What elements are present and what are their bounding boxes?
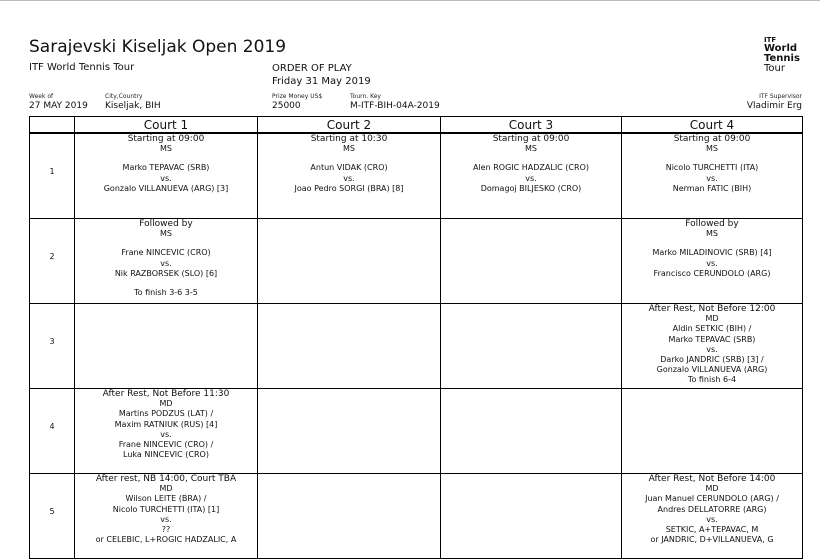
match-line: Antun VIDAK (CRO) <box>310 163 388 173</box>
line-spacer <box>622 239 802 248</box>
match-cell <box>441 133 622 219</box>
match-line: Marko TEPAVAC (SRB) <box>122 163 210 173</box>
line-spacer <box>75 279 257 288</box>
top-rule <box>0 0 820 1</box>
court-header-row <box>30 117 803 134</box>
line-spacer <box>441 154 621 163</box>
logo-tennis: Tennis <box>764 53 800 64</box>
match-line: MD <box>159 484 173 494</box>
match-line: Luka NINCEVIC (CRO) <box>123 450 209 460</box>
match-cell <box>75 304 258 389</box>
schedule-body <box>30 133 803 559</box>
match-line: vs. <box>160 173 172 183</box>
schedule-row <box>30 389 803 474</box>
match-cell <box>75 474 258 559</box>
match-cell <box>622 133 803 219</box>
match-line: Aldin SETKIC (BIH) / <box>672 324 752 334</box>
match-order-number <box>30 219 75 304</box>
match-line: vs. <box>706 173 718 183</box>
match-line: vs. <box>343 173 355 183</box>
prize-label: Prize Money US$ <box>272 93 323 100</box>
match-cell <box>258 219 441 304</box>
match-line: MS <box>706 229 718 239</box>
match-schedule-note: Followed by <box>139 219 193 229</box>
match-cell <box>258 304 441 389</box>
match-line: Martins PODZUS (LAT) / <box>118 409 214 419</box>
match-cell <box>441 389 622 474</box>
order-of-play-date: Friday 31 May 2019 <box>272 76 371 87</box>
supervisor-label: ITF Supervisor <box>759 93 802 100</box>
match-line: To finish 6-4 <box>687 375 737 385</box>
match-order-label: 1 <box>49 166 55 176</box>
line-spacer <box>75 154 257 163</box>
line-spacer <box>622 154 802 163</box>
schedule-row <box>30 474 803 559</box>
week-label: Week of <box>29 93 54 100</box>
court-header: Court 1 <box>75 117 258 134</box>
match-line: vs. <box>706 514 718 524</box>
itf-world-tennis-tour-logo <box>764 36 808 74</box>
match-schedule-note: Starting at 09:00 <box>492 134 570 144</box>
match-line: SETKIC, A+TEPAVAC, M <box>665 525 759 535</box>
match-line: or JANDRIC, D+VILLANUEVA, G <box>650 535 774 545</box>
order-of-play-block <box>272 62 371 88</box>
schedule-row <box>30 304 803 389</box>
match-line: vs. <box>160 514 172 524</box>
match-line: MD <box>705 314 719 324</box>
match-schedule-note: After Rest, Not Before 11:30 <box>102 389 230 399</box>
match-line: vs. <box>160 429 172 439</box>
match-cell <box>441 219 622 304</box>
match-line: MD <box>705 484 719 494</box>
match-line: Marko MILADINOVIC (SRB) [4] <box>652 248 772 258</box>
match-cell <box>75 133 258 219</box>
city-label: City,Country <box>105 93 143 100</box>
match-order-number <box>30 133 75 219</box>
match-line: Frane NINCEVIC (CRO) / <box>118 440 214 450</box>
match-order-number <box>30 474 75 559</box>
match-line: MS <box>160 229 172 239</box>
match-cell <box>441 474 622 559</box>
match-line: MS <box>706 144 718 154</box>
match-line: Nicolo TURCHETTI (ITA) [1] <box>112 504 220 514</box>
match-cell <box>441 304 622 389</box>
match-cell <box>622 304 803 389</box>
match-line: Nik RAZBORSEK (SLO) [6] <box>114 268 218 278</box>
match-schedule-note: After Rest, Not Before 12:00 <box>648 304 776 314</box>
court-header: Court 4 <box>622 117 803 134</box>
match-cell <box>622 474 803 559</box>
match-line: Darko JANDRIC (SRB) [3] / <box>660 355 764 365</box>
match-line: Alen ROGIC HADZALIC (CRO) <box>472 163 589 173</box>
match-line: Frane NINCEVIC (CRO) <box>121 248 211 258</box>
match-line: Andres DELLATORRE (ARG) <box>657 504 767 514</box>
line-spacer <box>258 154 440 163</box>
week-value: 27 MAY 2019 <box>29 101 88 111</box>
match-line: Nicolo TURCHETTI (ITA) <box>665 163 759 173</box>
supervisor-value: Vladimir Erg <box>746 101 802 111</box>
match-line: Marko TEPAVAC (SRB) <box>668 334 756 344</box>
match-cell <box>75 389 258 474</box>
tournament-title: Sarajevski Kiseljak Open 2019 <box>29 37 287 57</box>
line-spacer <box>75 239 257 248</box>
match-schedule-note: Followed by <box>685 219 739 229</box>
logo-tour: Tour <box>764 63 785 74</box>
match-line: vs. <box>706 258 718 268</box>
match-line: MS <box>160 144 172 154</box>
match-cell <box>75 219 258 304</box>
match-schedule-note: Starting at 09:00 <box>673 134 751 144</box>
match-line: vs. <box>706 344 718 354</box>
match-schedule-note: Starting at 09:00 <box>127 134 205 144</box>
match-line: MS <box>343 144 355 154</box>
match-order-number <box>30 304 75 389</box>
match-order-label: 3 <box>49 336 55 346</box>
match-cell <box>258 133 441 219</box>
match-cell <box>622 389 803 474</box>
logo-world: World <box>764 43 798 54</box>
match-order-label: 5 <box>49 506 55 516</box>
match-line: To finish 3-6 3-5 <box>134 288 198 298</box>
row-number-header <box>30 117 75 134</box>
order-of-play-table <box>29 116 803 559</box>
match-schedule-note: After Rest, Not Before 14:00 <box>648 474 776 484</box>
match-line: Gonzalo VILLANUEVA (ARG) <box>656 365 768 375</box>
tourn-key-value: M-ITF-BIH-04A-2019 <box>350 101 440 111</box>
match-line: Francisco CERUNDOLO (ARG) <box>653 268 771 278</box>
order-of-play-heading: ORDER OF PLAY <box>272 63 352 74</box>
match-schedule-note: Starting at 10:30 <box>310 134 388 144</box>
match-line: Juan Manuel CERUNDOLO (ARG) / <box>645 494 779 504</box>
match-schedule-note: After rest, NB 14:00, Court TBA <box>95 474 237 484</box>
city-value: Kiseljak, BIH <box>105 101 161 111</box>
match-line: Maxim RATNIUK (RUS) [4] <box>114 419 218 429</box>
match-line: Gonzalo VILLANUEVA (ARG) [3] <box>103 183 229 193</box>
match-line: vs. <box>160 258 172 268</box>
match-line: Nerman FATIC (BIH) <box>672 183 752 193</box>
match-line: Joao Pedro SORGI (BRA) [8] <box>294 183 404 193</box>
logo-itf: ITF <box>764 36 777 44</box>
tourn-key-label: Tourn. Key <box>350 93 381 100</box>
match-line: Wilson LEITE (BRA) / <box>125 494 207 504</box>
match-line: Domagoj BILJESKO (CRO) <box>480 183 582 193</box>
court-header: Court 3 <box>441 117 622 134</box>
match-line: ?? <box>161 525 171 535</box>
schedule-row <box>30 133 803 219</box>
match-order-number <box>30 389 75 474</box>
match-order-label: 2 <box>49 251 55 261</box>
tour-subtitle: ITF World Tennis Tour <box>29 62 135 73</box>
match-order-label: 4 <box>49 421 55 431</box>
match-cell <box>258 474 441 559</box>
match-cell <box>622 219 803 304</box>
match-line: or CELEBIC, L+ROGIC HADZALIC, A <box>95 535 237 545</box>
prize-value: 25000 <box>272 101 301 111</box>
schedule-row <box>30 219 803 304</box>
court-header: Court 2 <box>258 117 441 134</box>
match-line: MS <box>525 144 537 154</box>
match-cell <box>258 389 441 474</box>
match-line: vs. <box>525 173 537 183</box>
order-of-play-table-wrap <box>29 116 802 557</box>
match-line: MD <box>159 399 173 409</box>
